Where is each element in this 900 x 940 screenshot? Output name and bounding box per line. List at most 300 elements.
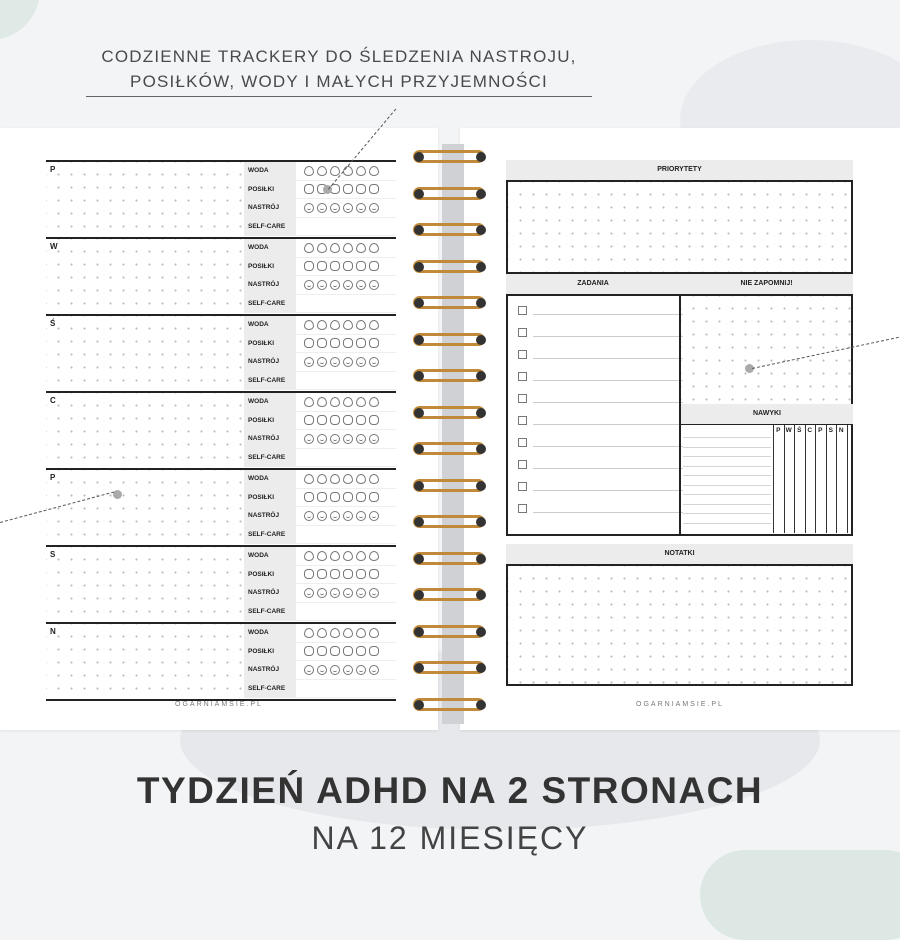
water-drop-icon[interactable]: [369, 397, 379, 407]
smiley-icon[interactable]: [356, 511, 366, 521]
punch-hole: [476, 262, 486, 272]
punch-hole: [414, 371, 424, 381]
tracker-row: [244, 276, 396, 295]
tracker-label: POSIŁKI: [244, 181, 296, 200]
tracker-row: [244, 643, 396, 662]
smiley-icon[interactable]: [330, 511, 340, 521]
apple-icon[interactable]: [343, 492, 353, 502]
punch-hole: [476, 554, 486, 564]
punch-hole: [476, 408, 486, 418]
apple-icon[interactable]: [330, 646, 340, 656]
habit-day-label: W: [785, 427, 792, 434]
tracker-row: [244, 430, 396, 449]
task-item: [518, 438, 683, 447]
day-notes-area: [46, 393, 244, 468]
apple-icon[interactable]: [369, 492, 379, 502]
callout-dot: [113, 490, 122, 499]
habit-grid-column: [784, 425, 785, 533]
daily-trackers: [244, 470, 396, 545]
day-letter: P: [50, 165, 56, 174]
water-drop-icon[interactable]: [304, 628, 314, 638]
smiley-icon[interactable]: [343, 511, 353, 521]
smiley-icon[interactable]: [304, 588, 314, 598]
punch-hole: [476, 663, 486, 673]
apple-icon[interactable]: [304, 415, 314, 425]
water-drop-icon[interactable]: [304, 551, 314, 561]
tracker-row: [244, 680, 396, 699]
task-item: [518, 328, 683, 337]
tracker-icons: [296, 372, 396, 391]
apple-icon[interactable]: [356, 415, 366, 425]
tracker-row: [244, 661, 396, 680]
water-drop-icon[interactable]: [343, 551, 353, 561]
tracker-row: [244, 412, 396, 431]
smiley-icon[interactable]: [317, 665, 327, 675]
smiley-icon[interactable]: [330, 434, 340, 444]
tracker-icons: [296, 470, 396, 489]
water-drop-icon[interactable]: [304, 243, 314, 253]
tracker-row: [244, 547, 396, 566]
tracker-icons: [296, 661, 396, 680]
smiley-icon[interactable]: [304, 665, 314, 675]
day-block: [46, 237, 396, 314]
tracker-row: [244, 603, 396, 622]
tracker-label: WODA: [244, 547, 296, 566]
smiley-icon[interactable]: [330, 280, 340, 290]
apple-icon[interactable]: [356, 492, 366, 502]
tracker-row: [244, 353, 396, 372]
apple-icon[interactable]: [330, 261, 340, 271]
apple-icon[interactable]: [317, 569, 327, 579]
water-drop-icon[interactable]: [330, 628, 340, 638]
tracker-row: [244, 489, 396, 508]
task-line: [533, 424, 683, 425]
habit-line: [683, 494, 771, 495]
habit-line: [683, 466, 771, 467]
punch-hole: [476, 590, 486, 600]
caption-line-2: POSIŁKÓW, WODY I MAŁYCH PRZYJEMNOŚCI: [130, 72, 548, 91]
apple-icon[interactable]: [330, 492, 340, 502]
tracker-label: POSIŁKI: [244, 566, 296, 585]
smiley-icon[interactable]: [317, 511, 327, 521]
smiley-icon[interactable]: [304, 357, 314, 367]
water-drop-icon[interactable]: [356, 628, 366, 638]
water-drop-icon[interactable]: [304, 397, 314, 407]
habit-grid-column: [815, 425, 816, 533]
smiley-icon[interactable]: [343, 588, 353, 598]
tracker-row: [244, 295, 396, 314]
task-checkbox[interactable]: [518, 394, 527, 403]
spiral-binding: [410, 144, 490, 724]
water-drop-icon[interactable]: [356, 166, 366, 176]
task-line: [533, 314, 683, 315]
habit-day-label: P: [776, 427, 781, 434]
day-notes-area: [46, 316, 244, 391]
day-letter: W: [50, 242, 58, 251]
planner-left-page: [0, 128, 438, 730]
smiley-icon[interactable]: [356, 203, 366, 213]
tracker-row: [244, 316, 396, 335]
water-drop-icon[interactable]: [343, 320, 353, 330]
task-line: [533, 336, 683, 337]
tracker-icons: [296, 276, 396, 295]
habit-line: [683, 475, 771, 476]
habit-grid-column: [805, 425, 806, 533]
water-drop-icon[interactable]: [317, 397, 327, 407]
habit-day-label: P: [818, 427, 823, 434]
water-drop-icon[interactable]: [356, 320, 366, 330]
tracker-icons: [296, 316, 396, 335]
tracker-row: [244, 181, 396, 200]
smiley-icon[interactable]: [343, 280, 353, 290]
punch-hole: [414, 554, 424, 564]
tracker-label: SELF-CARE: [244, 218, 296, 237]
water-drop-icon[interactable]: [343, 397, 353, 407]
tracker-label: SELF-CARE: [244, 526, 296, 545]
apple-icon[interactable]: [317, 646, 327, 656]
water-drop-icon[interactable]: [317, 628, 327, 638]
planner-right-page: [460, 128, 900, 730]
tracker-icons: [296, 181, 396, 200]
habit-line: [683, 437, 771, 438]
water-drop-icon[interactable]: [330, 551, 340, 561]
punch-hole: [414, 700, 424, 710]
notes-box: [506, 564, 853, 686]
apple-icon[interactable]: [356, 261, 366, 271]
tracker-icons: [296, 393, 396, 412]
smiley-icon[interactable]: [304, 434, 314, 444]
water-drop-icon[interactable]: [369, 320, 379, 330]
tracker-label: WODA: [244, 393, 296, 412]
apple-icon[interactable]: [369, 184, 379, 194]
water-drop-icon[interactable]: [317, 551, 327, 561]
smiley-icon[interactable]: [317, 434, 327, 444]
day-notes-area: [46, 162, 244, 237]
water-drop-icon[interactable]: [343, 474, 353, 484]
apple-icon[interactable]: [369, 261, 379, 271]
apple-icon[interactable]: [304, 338, 314, 348]
punch-hole: [476, 444, 486, 454]
tracker-row: [244, 199, 396, 218]
punch-hole: [414, 444, 424, 454]
apple-icon[interactable]: [369, 646, 379, 656]
punch-hole: [414, 262, 424, 272]
task-item: [518, 460, 683, 469]
punch-hole: [476, 627, 486, 637]
smiley-icon[interactable]: [330, 203, 340, 213]
punch-hole: [414, 481, 424, 491]
task-checkbox[interactable]: [518, 460, 527, 469]
punch-hole: [414, 189, 424, 199]
habit-line: [683, 513, 771, 514]
page-footer: OGARNIAMSIE.PL: [175, 701, 263, 708]
tracker-row: [244, 507, 396, 526]
punch-hole: [414, 517, 424, 527]
punch-hole: [414, 152, 424, 162]
punch-hole: [414, 298, 424, 308]
water-drop-icon[interactable]: [369, 166, 379, 176]
tracker-label: POSIŁKI: [244, 489, 296, 508]
tracker-row: [244, 584, 396, 603]
task-line: [533, 358, 683, 359]
smiley-icon[interactable]: [304, 203, 314, 213]
task-line: [533, 468, 683, 469]
task-line: [533, 490, 683, 491]
day-notes-area: [46, 239, 244, 314]
water-drop-icon[interactable]: [317, 243, 327, 253]
apple-icon[interactable]: [356, 569, 366, 579]
day-block: [46, 545, 396, 622]
water-drop-icon[interactable]: [369, 551, 379, 561]
apple-icon[interactable]: [356, 646, 366, 656]
smiley-icon[interactable]: [317, 588, 327, 598]
apple-icon[interactable]: [330, 569, 340, 579]
daily-trackers: [244, 624, 396, 699]
apple-icon[interactable]: [304, 184, 314, 194]
tracker-label: WODA: [244, 162, 296, 181]
tracker-row: [244, 526, 396, 545]
smiley-icon[interactable]: [369, 511, 379, 521]
water-drop-icon[interactable]: [304, 166, 314, 176]
apple-icon[interactable]: [343, 415, 353, 425]
tracker-row: [244, 566, 396, 585]
tracker-label: POSIŁKI: [244, 335, 296, 354]
task-checkbox[interactable]: [518, 372, 527, 381]
tracker-icons: [296, 507, 396, 526]
habit-line: [683, 485, 771, 486]
smiley-icon[interactable]: [343, 434, 353, 444]
tracker-row: [244, 258, 396, 277]
smiley-icon[interactable]: [343, 357, 353, 367]
day-letter: S: [50, 550, 56, 559]
smiley-icon[interactable]: [369, 434, 379, 444]
smiley-icon[interactable]: [369, 588, 379, 598]
tasks-box: [506, 294, 681, 536]
water-drop-icon[interactable]: [343, 628, 353, 638]
apple-icon[interactable]: [330, 338, 340, 348]
smiley-icon[interactable]: [343, 203, 353, 213]
smiley-icon[interactable]: [356, 357, 366, 367]
task-checkbox[interactable]: [518, 350, 527, 359]
tracker-label: SELF-CARE: [244, 372, 296, 391]
apple-icon[interactable]: [304, 569, 314, 579]
task-checkbox[interactable]: [518, 306, 527, 315]
water-drop-icon[interactable]: [304, 474, 314, 484]
water-drop-icon[interactable]: [330, 397, 340, 407]
tracker-row: [244, 162, 396, 181]
apple-icon[interactable]: [317, 338, 327, 348]
tracker-row: [244, 470, 396, 489]
sub-title: NA 12 MIESIĘCY: [311, 820, 589, 856]
daily-trackers: [244, 393, 396, 468]
priorities-box: [506, 180, 853, 274]
punch-hole: [476, 371, 486, 381]
tracker-label: POSIŁKI: [244, 258, 296, 277]
smiley-icon[interactable]: [330, 588, 340, 598]
tracker-icons: [296, 353, 396, 372]
apple-icon[interactable]: [330, 415, 340, 425]
water-drop-icon[interactable]: [330, 474, 340, 484]
apple-icon[interactable]: [356, 338, 366, 348]
water-drop-icon[interactable]: [317, 320, 327, 330]
caption-line-1: CODZIENNE TRACKERY DO ŚLEDZENIA NASTROJU,: [101, 47, 577, 66]
daily-trackers: [244, 162, 396, 237]
water-drop-icon[interactable]: [330, 320, 340, 330]
apple-icon[interactable]: [343, 184, 353, 194]
smiley-icon[interactable]: [356, 434, 366, 444]
tracker-label: NASTRÓJ: [244, 430, 296, 449]
punch-hole: [476, 225, 486, 235]
tracker-label: SELF-CARE: [244, 295, 296, 314]
apple-icon[interactable]: [356, 184, 366, 194]
punch-hole: [414, 663, 424, 673]
water-drop-icon[interactable]: [330, 243, 340, 253]
tracker-row: [244, 239, 396, 258]
tracker-icons: [296, 162, 396, 181]
task-line: [533, 380, 683, 381]
task-checkbox[interactable]: [518, 328, 527, 337]
smiley-icon[interactable]: [369, 203, 379, 213]
day-block: [46, 468, 396, 545]
decor-blob: [700, 850, 900, 940]
tracker-label: NASTRÓJ: [244, 507, 296, 526]
daily-trackers: [244, 547, 396, 622]
punch-hole: [414, 627, 424, 637]
apple-icon[interactable]: [343, 261, 353, 271]
task-item: [518, 416, 683, 425]
tracker-icons: [296, 239, 396, 258]
day-letter: Ś: [50, 319, 56, 328]
water-drop-icon[interactable]: [356, 474, 366, 484]
water-drop-icon[interactable]: [369, 474, 379, 484]
water-drop-icon[interactable]: [317, 166, 327, 176]
habit-grid-column: [847, 425, 848, 533]
smiley-icon[interactable]: [330, 665, 340, 675]
habit-grid-column: [773, 425, 774, 533]
apple-icon[interactable]: [369, 415, 379, 425]
task-checkbox[interactable]: [518, 504, 527, 513]
smiley-icon[interactable]: [304, 511, 314, 521]
smiley-icon[interactable]: [317, 280, 327, 290]
tracker-icons: [296, 489, 396, 508]
task-line: [533, 446, 683, 447]
task-checkbox[interactable]: [518, 438, 527, 447]
apple-icon[interactable]: [317, 261, 327, 271]
habit-day-label: C: [807, 427, 813, 434]
smiley-icon[interactable]: [369, 280, 379, 290]
week-day-list: [46, 160, 396, 701]
water-drop-icon[interactable]: [343, 243, 353, 253]
water-drop-icon[interactable]: [330, 166, 340, 176]
habit-day-label: N: [838, 427, 844, 434]
smiley-icon[interactable]: [330, 357, 340, 367]
day-letter: C: [50, 396, 56, 405]
tracker-label: NASTRÓJ: [244, 199, 296, 218]
apple-icon[interactable]: [304, 261, 314, 271]
apple-icon[interactable]: [343, 569, 353, 579]
apple-icon[interactable]: [343, 338, 353, 348]
decor-blob: [0, 0, 40, 40]
feature-caption: [86, 44, 592, 94]
habit-grid-column: [826, 425, 827, 533]
smiley-icon[interactable]: [343, 665, 353, 675]
smiley-icon[interactable]: [356, 280, 366, 290]
tracker-label: POSIŁKI: [244, 412, 296, 431]
tracker-icons: [296, 218, 396, 237]
smiley-icon[interactable]: [304, 280, 314, 290]
tracker-label: SELF-CARE: [244, 449, 296, 468]
main-title: TYDZIEŃ ADHD NA 2 STRONACH: [136, 770, 764, 811]
tracker-row: [244, 449, 396, 468]
water-drop-icon[interactable]: [369, 628, 379, 638]
tracker-label: WODA: [244, 239, 296, 258]
smiley-icon[interactable]: [369, 357, 379, 367]
habits-header: NAWYKI: [681, 404, 853, 424]
task-item: [518, 394, 683, 403]
smiley-icon[interactable]: [369, 665, 379, 675]
dont-forget-box: [679, 294, 853, 406]
water-drop-icon[interactable]: [356, 243, 366, 253]
task-checkbox[interactable]: [518, 482, 527, 491]
water-drop-icon[interactable]: [317, 474, 327, 484]
day-block: [46, 314, 396, 391]
smiley-icon[interactable]: [317, 357, 327, 367]
task-item: [518, 372, 683, 381]
day-letter: N: [50, 627, 56, 636]
tracker-label: WODA: [244, 624, 296, 643]
habit-day-label: Ś: [797, 427, 802, 434]
tracker-row: [244, 335, 396, 354]
apple-icon[interactable]: [304, 492, 314, 502]
task-checkbox[interactable]: [518, 416, 527, 425]
water-drop-icon[interactable]: [356, 551, 366, 561]
caption-underline: [86, 96, 592, 97]
apple-icon[interactable]: [304, 646, 314, 656]
tracker-icons: [296, 449, 396, 468]
tracker-label: NASTRÓJ: [244, 276, 296, 295]
smiley-icon[interactable]: [356, 588, 366, 598]
tracker-icons: [296, 258, 396, 277]
apple-icon[interactable]: [369, 569, 379, 579]
task-item: [518, 350, 683, 359]
tracker-icons: [296, 199, 396, 218]
day-block: [46, 622, 396, 701]
water-drop-icon[interactable]: [356, 397, 366, 407]
apple-icon[interactable]: [317, 492, 327, 502]
tracker-icons: [296, 295, 396, 314]
dont-forget-header: NIE ZAPOMNIJ!: [680, 274, 853, 294]
day-notes-area: [46, 624, 244, 699]
smiley-icon[interactable]: [356, 665, 366, 675]
habit-line: [683, 523, 771, 524]
habits-box: [679, 424, 853, 536]
smiley-icon[interactable]: [317, 203, 327, 213]
tracker-label: SELF-CARE: [244, 603, 296, 622]
water-drop-icon[interactable]: [369, 243, 379, 253]
page-footer: OGARNIAMSIE.PL: [636, 701, 724, 708]
apple-icon[interactable]: [317, 415, 327, 425]
apple-icon[interactable]: [343, 646, 353, 656]
punch-hole: [476, 335, 486, 345]
daily-trackers: [244, 316, 396, 391]
tasks-header: ZADANIA: [506, 274, 680, 294]
apple-icon[interactable]: [369, 338, 379, 348]
water-drop-icon[interactable]: [304, 320, 314, 330]
punch-hole: [414, 408, 424, 418]
tracker-icons: [296, 680, 396, 699]
task-line: [533, 512, 683, 513]
punch-hole: [414, 225, 424, 235]
